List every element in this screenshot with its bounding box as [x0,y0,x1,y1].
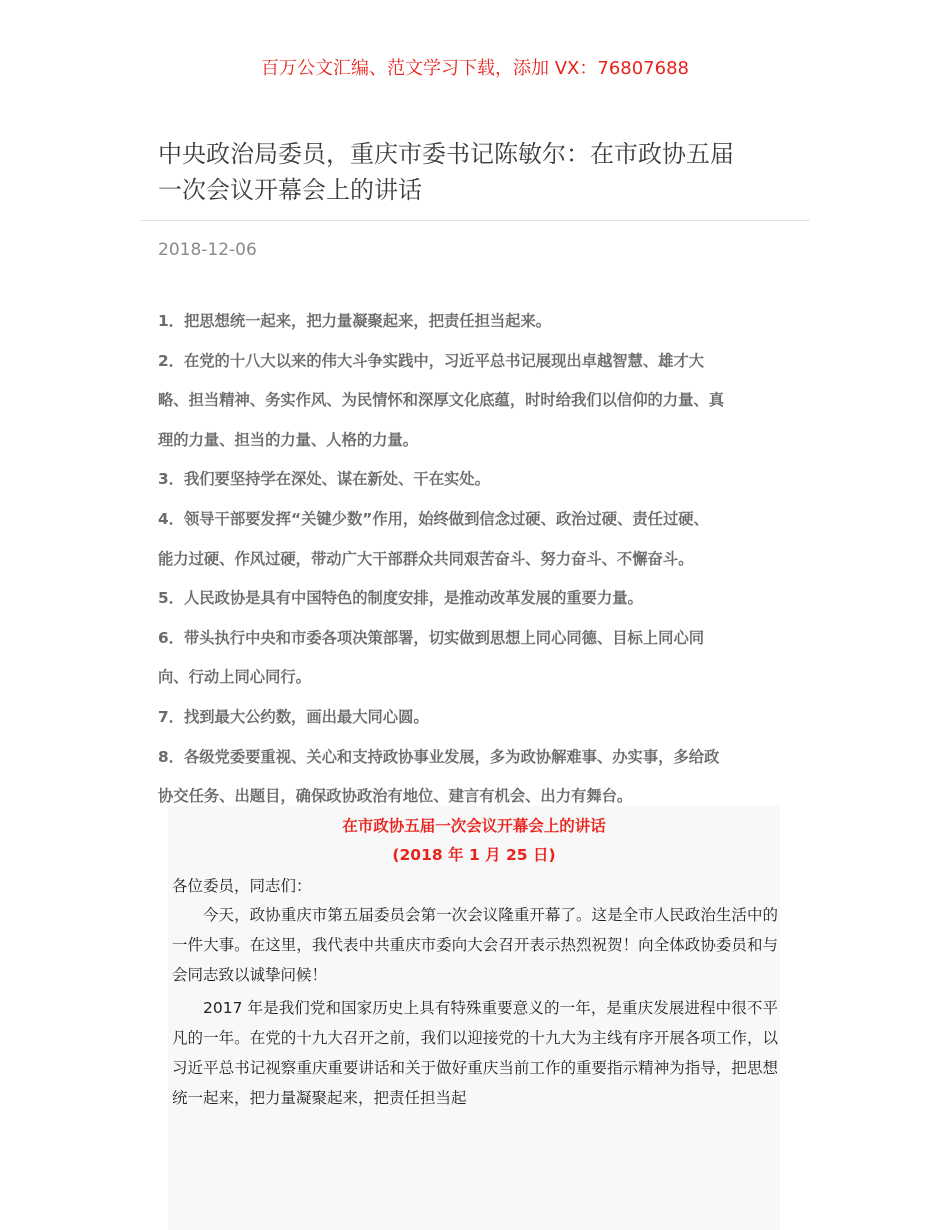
speech-section [168,806,780,1230]
article-title-line-1: 中央政治局委员，重庆市委书记陈敏尔：在市政协五届 [158,140,734,168]
key-points-list [158,302,798,817]
key-point-line: 协交任务、出题目，确保政协政治有地位、建言有机会、出力有舞台。 [158,787,633,806]
key-point-line: 3．我们要坚持学在深处、谋在新处、干在实处。 [158,470,490,489]
speech-salutation: 各位委员，同志们： [172,877,312,895]
speech-date: (2018 年 1 月 25 日) [392,846,556,864]
key-point-line: 2．在党的十八大以来的伟大斗争实践中，习近平总书记展现出卓越智慧、雄才大 [158,351,705,370]
speech-paragraph: 2017 年是我们党和国家历史上具有特殊重要意义的一年，是重庆发展进程中很不平凡的一年。在党的十九大召开之前，我们以迎接党的十九大为主线有序开展各项工作，以习近平总书记视察重庆重要讲话和关于做好重庆当前工作的重要指示精神为指导，把思想统一起来，把力量凝聚起来，把责任担当起 [172,998,778,1108]
publish-date: 2018-12-06 [158,240,257,260]
key-point-line: 8．各级党委要重视、关心和支持政协事业发展，多为政协解难事、办实事，多给政 [158,747,720,766]
key-point-line: 4．领导干部要发挥“关键少数”作用，始终做到信念过硬、政治过硬、责任过硬、 [158,509,709,528]
speech-title: 在市政协五届一次会议开幕会上的讲话 [342,817,606,835]
key-point-line: 5．人民政协是具有中国特色的制度安排，是推动改革发展的重要力量。 [158,589,643,608]
key-point-line: 略、担当精神、务实作风、为民情怀和深厚文化底蕴，时时给我们以信仰的力量、真 [158,391,724,410]
article-title [158,136,798,208]
promo-banner: 百万公文汇编、范文学习下载，添加 VX：76807688 [261,58,689,79]
key-point-line: 理的力量、担当的力量、人格的力量。 [158,430,419,449]
key-point-line: 6．带头执行中央和市委各项决策部署，切实做到思想上同心同德、目标上同心同 [158,628,705,647]
speech-paragraph: 今天，政协重庆市第五届委员会第一次会议隆重开幕了。这是全市人民政治生活中的一件大事。在这里，我代表中共重庆市委向大会召开表示热烈祝贺！向全体政协委员和与会同志致以诚挚问候！ [172,906,778,985]
key-point-line: 1．把思想统一起来，把力量凝聚起来，把责任担当起来。 [158,312,552,330]
key-point-line: 能力过硬、作风过硬，带动广大干部群众共同艰苦奋斗、努力奋斗、不懈奋斗。 [158,549,694,568]
key-point-line: 7．找到最大公约数，画出最大同心圆。 [158,707,429,726]
article-title-line-2: 一次会议开幕会上的讲话 [158,176,422,204]
title-divider [140,220,810,221]
key-point-line: 向、行动上同心同行。 [158,668,311,687]
